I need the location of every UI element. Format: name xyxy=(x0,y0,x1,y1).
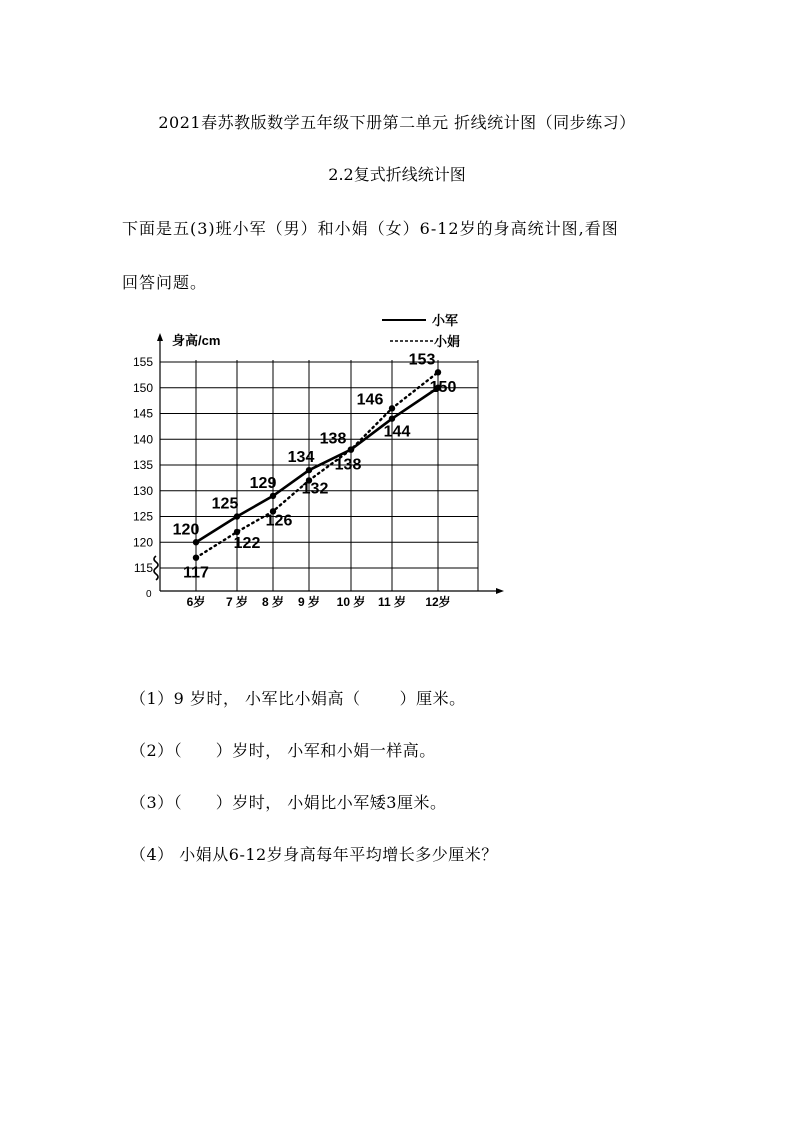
x-tick-label: 11 岁 xyxy=(377,595,407,609)
point-xiaojun-5 xyxy=(389,415,395,421)
y-axis-label: 身高/cm xyxy=(172,333,221,348)
data-label-xiaojun-5: 144 xyxy=(383,423,411,441)
point-xiaojuan-5 xyxy=(389,405,395,411)
point-xiaojuan-6 xyxy=(435,369,441,375)
data-label-xiaojun-6: 150 xyxy=(429,378,457,396)
data-label-xiaojun-4: 138 xyxy=(319,430,347,448)
data-label-xiaojuan-0: 117 xyxy=(183,564,209,582)
y-tick-label: 140 xyxy=(132,432,153,447)
x-tick-label: 10 岁 xyxy=(336,595,366,609)
question-1: （1）9 岁时， 小军比小娟高（ ）厘米。 xyxy=(130,689,466,708)
legend-label-xiaojuan: 小娟 xyxy=(434,334,461,349)
worksheet-title: 2021春苏教版数学五年级下册第二单元 折线统计图（同步练习） xyxy=(158,113,636,132)
data-label-xiaojun-1: 125 xyxy=(211,495,239,513)
height-line-chart xyxy=(120,300,520,620)
data-label-xiaojuan-4: 138 xyxy=(334,456,362,474)
y-tick-label: 155 xyxy=(132,355,153,369)
point-xiaojun-3 xyxy=(306,467,312,473)
intro-text-line-1: 下面是五(3)班小军（男）和小娟（女）6-12岁的身高统计图,看图 xyxy=(122,219,619,238)
data-label-xiaojuan-1: 122 xyxy=(233,534,261,552)
question-3: （3）（ ）岁时， 小娟比小军矮3厘米。 xyxy=(130,793,447,812)
question-2: （2）（ ）岁时， 小军和小娟一样高。 xyxy=(130,741,436,760)
y-tick-label: 115 xyxy=(133,561,153,575)
data-label-xiaojuan-3: 132 xyxy=(301,480,329,498)
y-tick-label: 145 xyxy=(132,406,153,421)
data-label-xiaojuan-6: 153 xyxy=(408,351,436,369)
data-label-xiaojuan-2: 126 xyxy=(265,512,293,530)
x-tick-label: 8 岁 xyxy=(261,595,285,609)
axis-break-icon xyxy=(154,556,158,580)
point-xiaojun-1 xyxy=(234,513,240,519)
intro-text-line-2: 回答问题。 xyxy=(122,273,208,292)
y-axis-arrow xyxy=(157,333,163,341)
point-xiaojuan-0 xyxy=(193,555,199,561)
x-tick-label: 9 岁 xyxy=(297,595,321,609)
x-axis-arrow xyxy=(496,588,504,594)
x-tick-label: 7 岁 xyxy=(225,595,249,609)
x-tick-label: 12岁 xyxy=(425,595,451,609)
x-tick-label: 6岁 xyxy=(186,595,206,609)
section-subtitle: 2.2复式折线统计图 xyxy=(328,165,466,184)
legend-label-xiaojun: 小军 xyxy=(432,313,459,328)
data-label-xiaojun-3: 134 xyxy=(287,449,315,467)
data-label-xiaojuan-5: 146 xyxy=(356,391,384,409)
y-tick-label: 150 xyxy=(132,380,153,395)
y-tick-label: 135 xyxy=(132,458,153,472)
data-label-xiaojun-0: 120 xyxy=(172,521,200,539)
y-tick-label: 120 xyxy=(132,535,153,550)
question-4: （4） 小娟从6-12岁身高每年平均增长多少厘米？ xyxy=(130,845,498,864)
data-label-xiaojun-2: 129 xyxy=(249,474,277,492)
y-tick-label: 125 xyxy=(132,509,153,524)
point-xiaojuan-4 xyxy=(348,446,354,452)
y-tick-label: 130 xyxy=(132,483,153,498)
origin-label: 0 xyxy=(146,589,152,600)
point-xiaojun-2 xyxy=(270,493,276,499)
point-xiaojun-0 xyxy=(193,539,199,545)
